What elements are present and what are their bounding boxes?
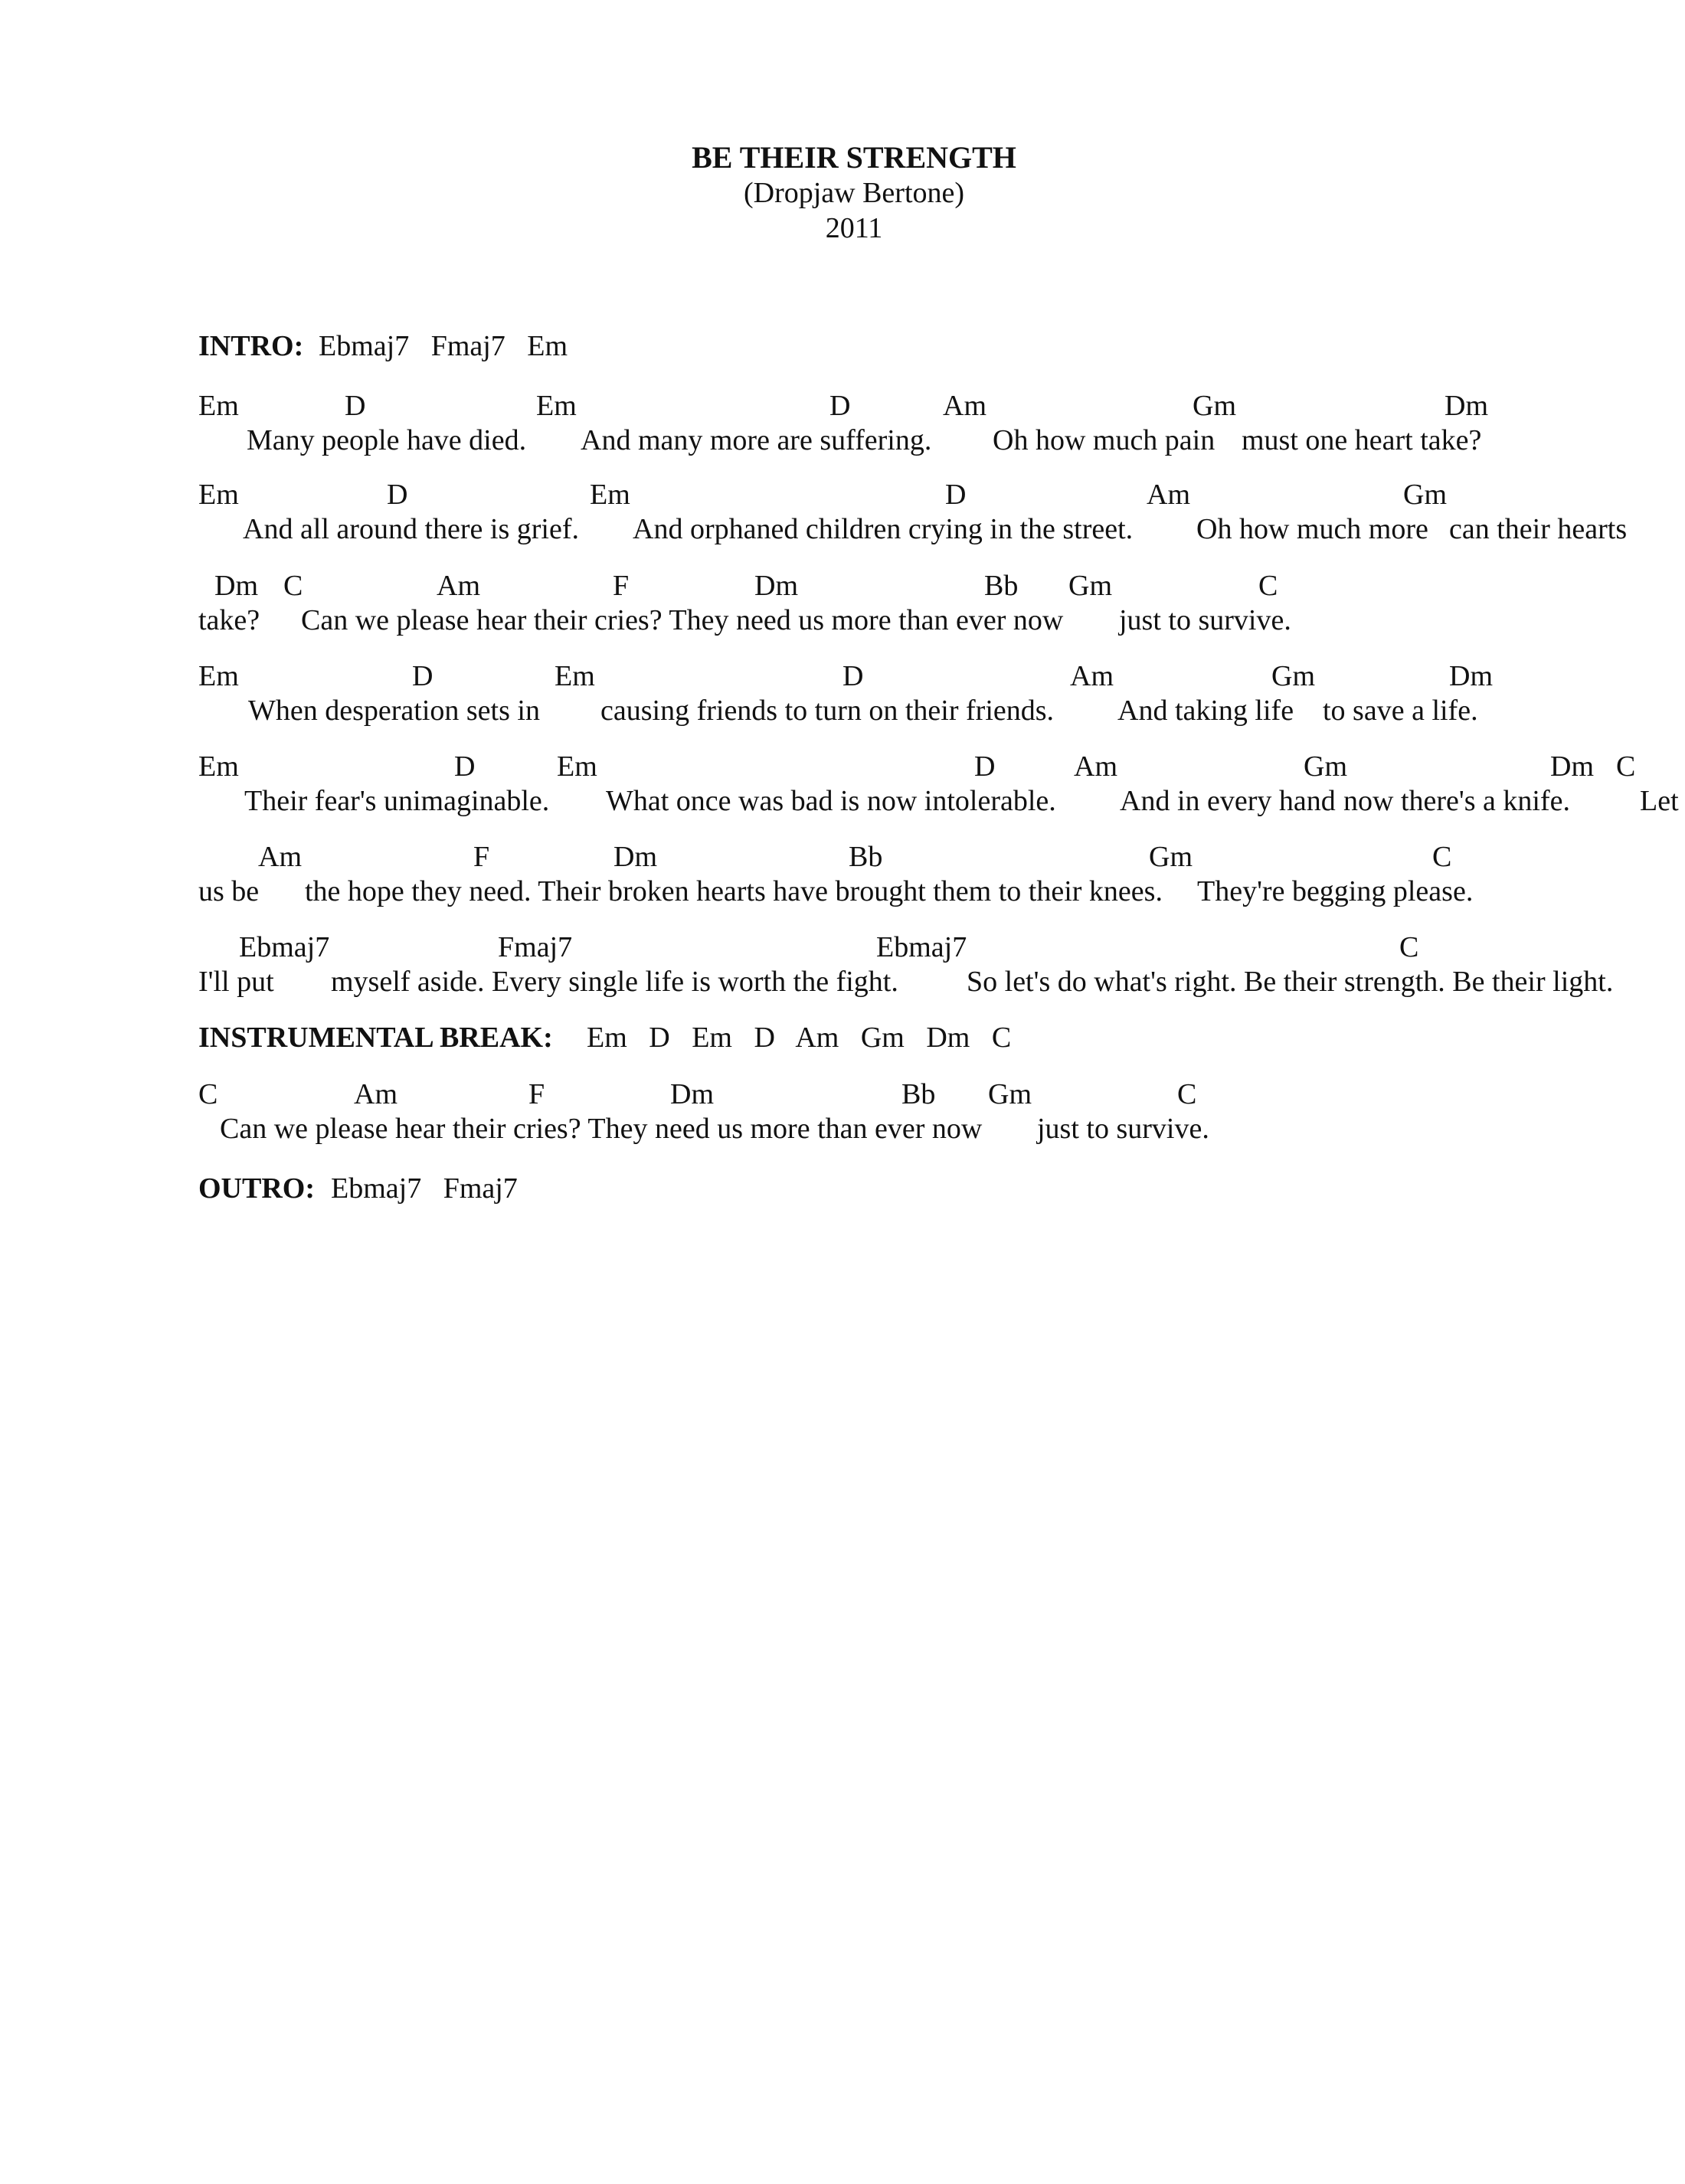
song-author: (Dropjaw Bertone) (743, 177, 965, 209)
chord: C (283, 570, 303, 602)
chord: F (473, 841, 490, 873)
chord: Bb (984, 570, 1019, 602)
chord: C (1177, 1078, 1197, 1110)
chord: Em (198, 660, 239, 692)
chord: D (387, 479, 408, 511)
chord: Ebmaj7 (239, 931, 330, 963)
chord: D (842, 660, 864, 692)
lyric: And taking life (1117, 695, 1294, 727)
lyric: So let's do what's right. Be their strength. Be their light. (967, 966, 1614, 998)
chord: Am (1074, 750, 1117, 783)
chord: Dm (214, 570, 258, 602)
chord: Em (557, 750, 597, 783)
lyric: What once was bad is now intolerable. (606, 785, 1056, 817)
chord: Em (198, 390, 239, 422)
lyric: Can we please hear their cries? They need us more than ever now (220, 1113, 983, 1145)
chord: Bb (901, 1078, 936, 1110)
chord: Gm (988, 1078, 1032, 1110)
lyric: Oh how much more (1196, 513, 1428, 545)
chord: Gm (1304, 750, 1347, 783)
lyric: Their fear's unimaginable. (244, 785, 550, 817)
chord: Am (437, 570, 480, 602)
lyric: They're begging please. (1197, 875, 1474, 907)
chord: Gm (1193, 390, 1236, 422)
lyric: Let (1640, 785, 1679, 817)
lyric: I'll put (198, 966, 274, 998)
chord: C (1616, 750, 1636, 783)
chord: Dm (1445, 390, 1488, 422)
chord: Ebmaj7 (876, 931, 967, 963)
chord: Gm (1271, 660, 1315, 692)
chord: C (1432, 841, 1452, 873)
chord: C (1258, 570, 1278, 602)
lyric: can their hearts (1449, 513, 1628, 545)
chord: C (198, 1078, 218, 1110)
lyric: Many people have died. (247, 424, 527, 456)
instrumental-break-label: INSTRUMENTAL BREAK: (198, 1022, 553, 1054)
chord: Em (590, 479, 630, 511)
chord: D (454, 750, 476, 783)
chord: Fmaj7 (498, 931, 573, 963)
song-title: BE THEIR STRENGTH (692, 140, 1016, 175)
chord: Dm (613, 841, 657, 873)
chord: F (613, 570, 630, 602)
instrumental-break-chords: Em D Em D Am Gm Dm C (587, 1022, 1012, 1054)
chord: D (974, 750, 996, 783)
chord: Dm (1449, 660, 1493, 692)
lyric: myself aside. Every single life is worth the fight. (331, 966, 898, 998)
lyric: And all around there is grief. (243, 513, 579, 545)
lyric: causing friends to turn on their friends. (600, 695, 1055, 727)
chord: Dm (754, 570, 798, 602)
outro-label: OUTRO: (198, 1172, 315, 1205)
chord: D (412, 660, 434, 692)
chord: Em (198, 750, 239, 783)
lyric: us be (198, 875, 260, 907)
lyric: Oh how much pain (993, 424, 1215, 456)
lyric: now there's a knife. (1343, 785, 1570, 817)
chord: Am (354, 1078, 398, 1110)
chord: D (345, 390, 366, 422)
chord: Em (555, 660, 595, 692)
chord: D (829, 390, 851, 422)
chord: Am (943, 390, 986, 422)
chord: D (945, 479, 967, 511)
lyric: And many more are suffering. (581, 424, 932, 456)
lyric: take? (198, 604, 260, 636)
lyric: the hope they need. Their broken hearts have brought them to their knees. (305, 875, 1163, 907)
lyric: just to survive. (1119, 604, 1291, 636)
chord: Gm (1403, 479, 1447, 511)
chord: Gm (1149, 841, 1193, 873)
lyric: When desperation sets in (248, 695, 540, 727)
chord: Em (198, 479, 239, 511)
lyric: just to survive. (1037, 1113, 1209, 1145)
chord: Am (1147, 479, 1190, 511)
chord: Bb (849, 841, 883, 873)
lyric: And in every hand (1120, 785, 1336, 817)
chord: Dm (670, 1078, 714, 1110)
outro-chords: Ebmaj7 Fmaj7 (331, 1172, 518, 1205)
chord: C (1399, 931, 1419, 963)
intro-label: INTRO: (198, 330, 304, 362)
chord: Am (1070, 660, 1114, 692)
lyric: to save a life. (1323, 695, 1478, 727)
lyric: must one heart take? (1242, 424, 1482, 456)
song-year: 2011 (825, 212, 883, 244)
chord: Am (258, 841, 302, 873)
chord: Dm (1550, 750, 1594, 783)
lyric: Can we please hear their cries? They need us more than ever now (301, 604, 1064, 636)
intro-chords: Ebmaj7 Fmaj7 Em (319, 330, 568, 362)
lyric: And orphaned children crying in the street. (633, 513, 1134, 545)
chord: Em (536, 390, 577, 422)
chord: F (528, 1078, 545, 1110)
chord: Gm (1068, 570, 1112, 602)
